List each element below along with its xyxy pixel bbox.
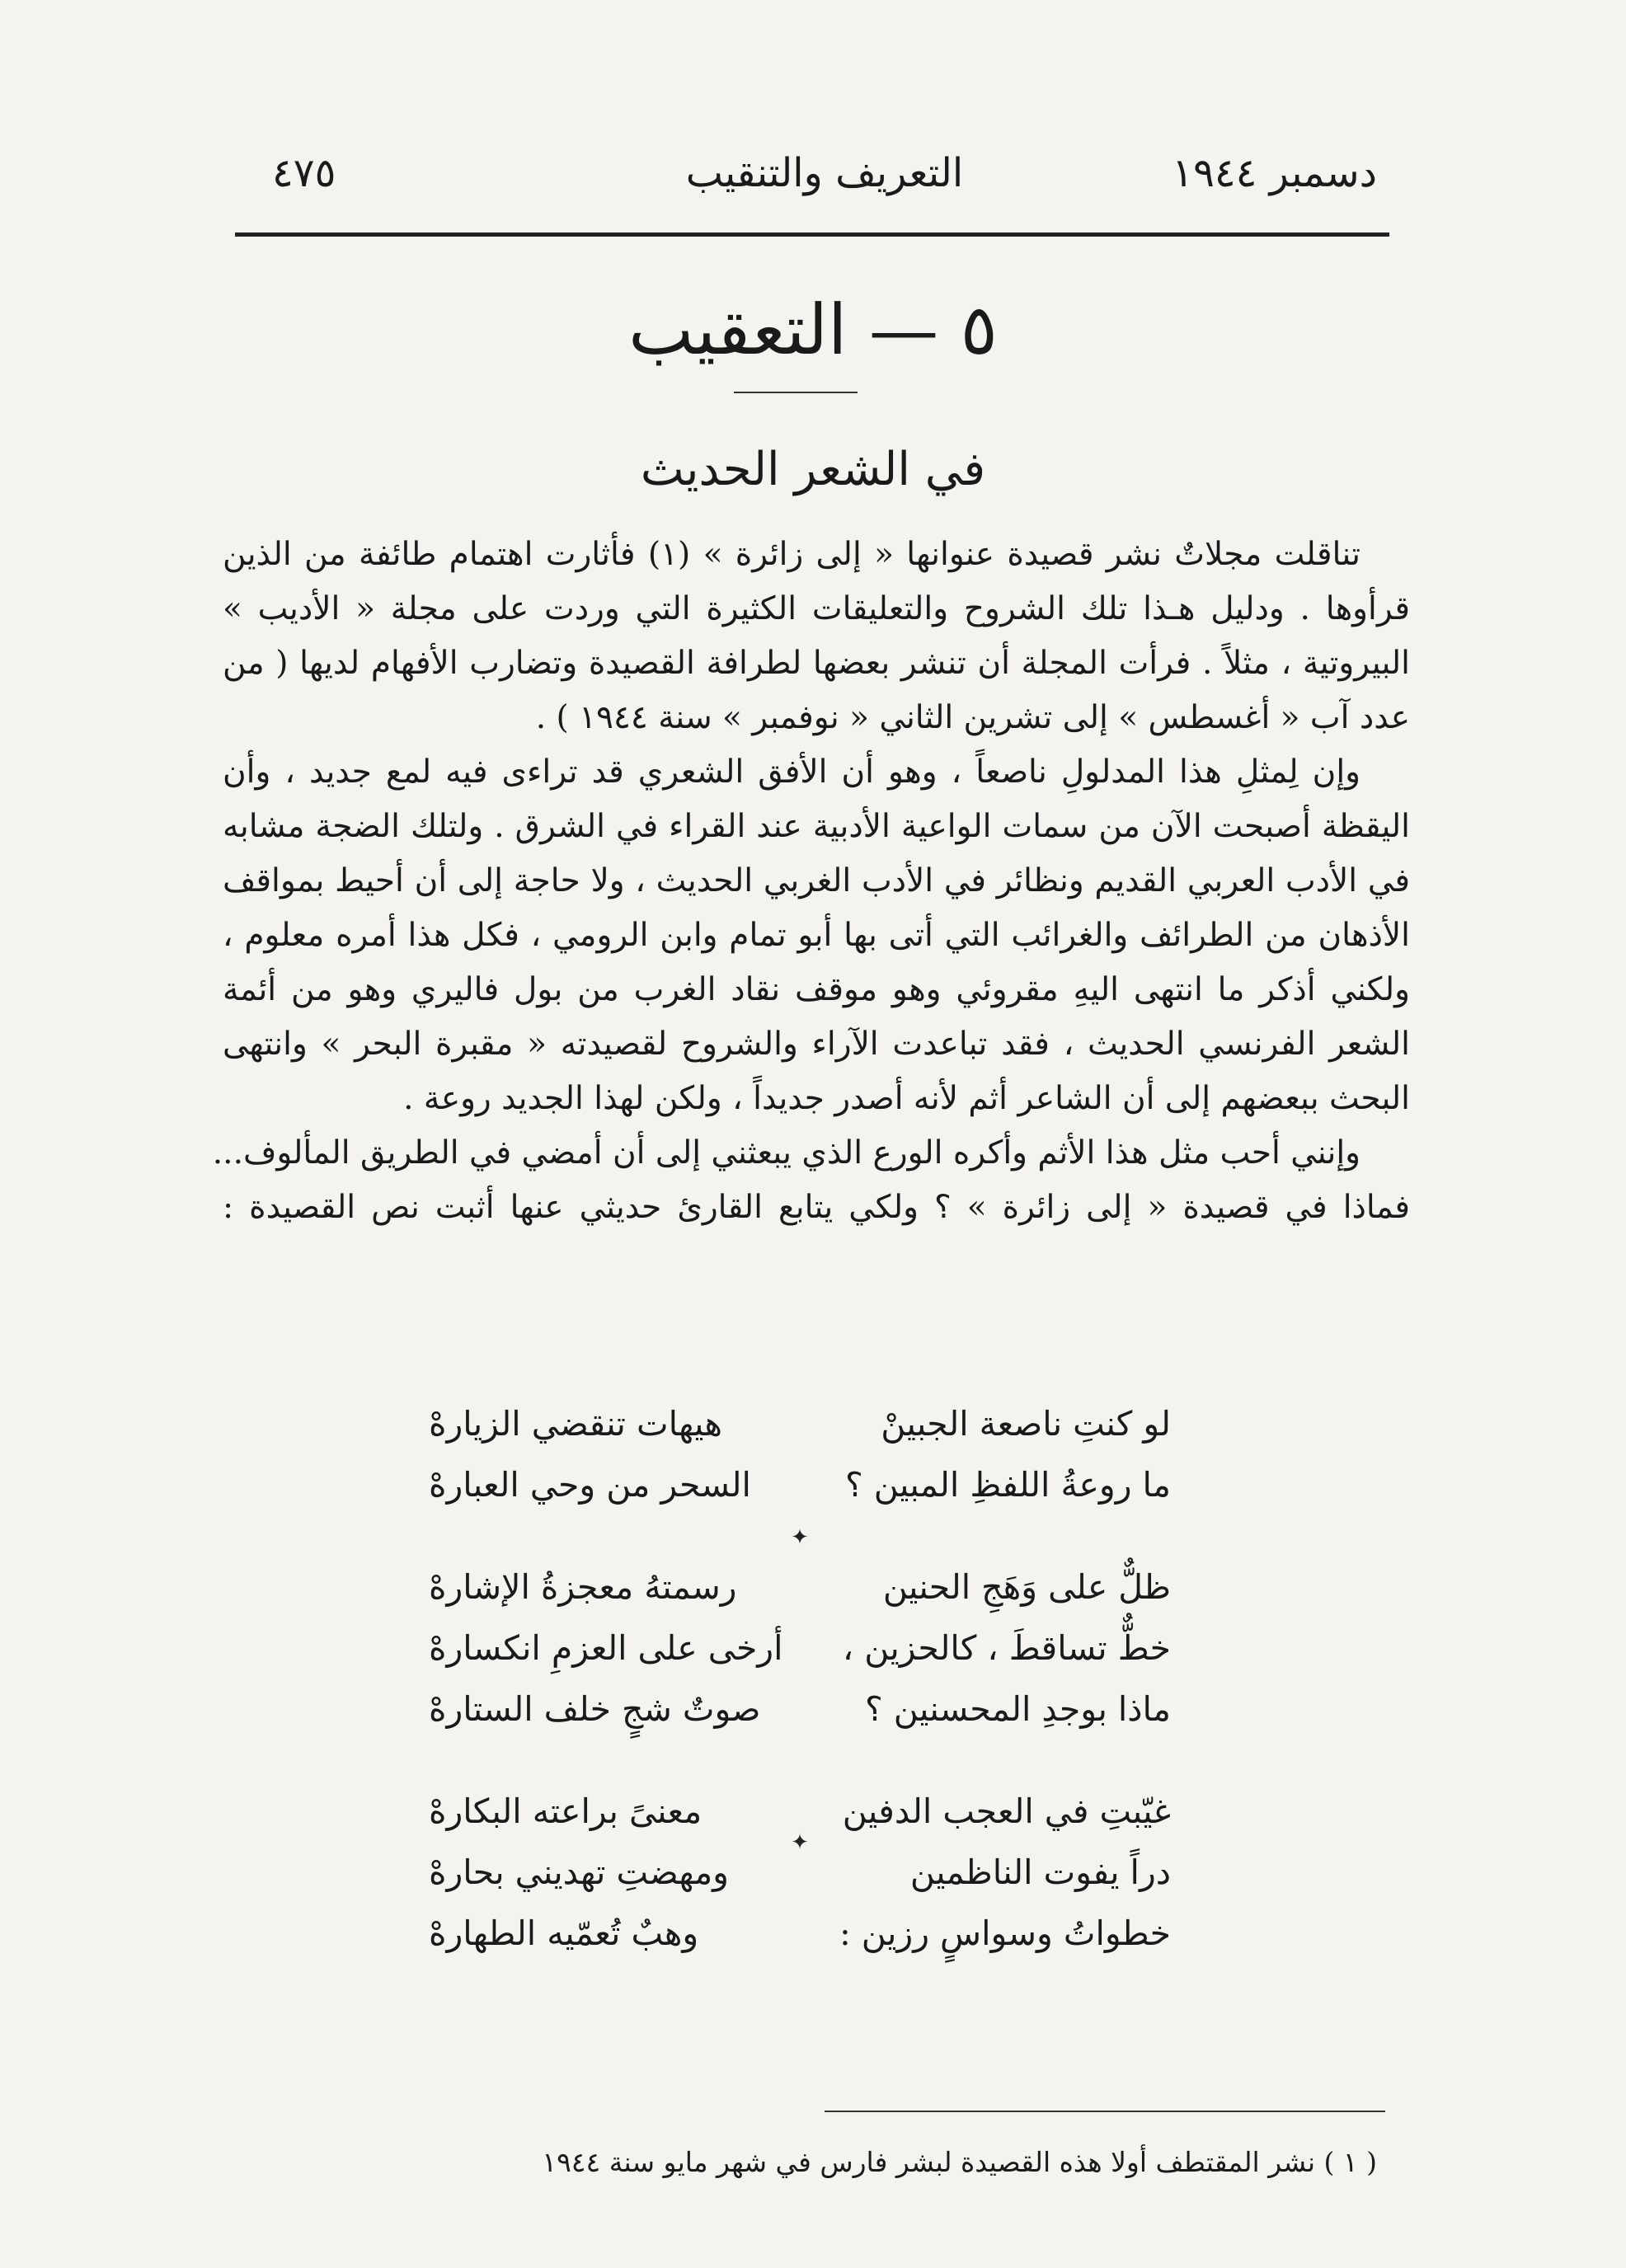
poem-stanza	[429, 1781, 1171, 1964]
article-title: ٥ — التعقيب	[628, 289, 998, 370]
poem-verse	[429, 1618, 1171, 1679]
verse-second-hemistich: ومهضتِ تهديني بحارهْ	[429, 1852, 729, 1892]
verse-first-hemistich: ماذا بوجدِ المحسنين ؟	[864, 1689, 1171, 1729]
verse-second-hemistich: هيهات تنقضي الزيارهْ	[429, 1404, 722, 1444]
body-line: ولكني أذكر ما انتهى اليهِ مقروئي وهو موقف نقاد الغرب من بول فاليري وهو من أئمة	[223, 971, 1410, 1008]
verse-first-hemistich: خطٌّ تساقطَ ، كالحزين ،	[842, 1628, 1171, 1668]
body-line: الشعر الفرنسي الحديث ، فقد تباعدت الآراء والشروح لقصيدته « مقبرة البحر » وانتهى	[223, 1026, 1410, 1063]
title-divider	[734, 392, 858, 393]
body-line: تناقلت مجلاتٌ نشر قصيدة عنوانها « إلى زائرة » (١) فأثارت اهتمام طائفة من الذين	[223, 536, 1360, 573]
issue-date: دسمبر ١٩٤٤	[1172, 150, 1377, 196]
footnote: ( ١ ) نشر المقتطف أولا هذه القصيدة لبشر فارس في شهر مايو سنة ١٩٤٤	[542, 2146, 1377, 2178]
body-line: الأذهان من الطرائف والغرائب التي أتى بها أبو تمام وابن الرومي ، فكل هذا أمره معلوم ،	[223, 917, 1410, 954]
article-subtitle: في الشعر الحديث	[640, 443, 986, 496]
header-divider	[235, 232, 1389, 237]
stanza-separator-icon: ✦	[791, 1830, 809, 1855]
verse-first-hemistich: غيّبتِ في العجب الدفين	[842, 1791, 1171, 1831]
body-line: في الأدب العربي القديم ونظائر في الأدب الغربي الحديث ، ولا حاجة إلى أن أحيط بمواقف	[223, 862, 1410, 899]
body-line: فماذا في قصيدة « إلى زائرة » ؟ ولكي يتابع القارئ حديثي عنها أثبت نص القصيدة :	[223, 1189, 1410, 1226]
body-line: البيروتية ، مثلاً . فرأت المجلة أن تنشر بعضها لطرافة القصيدة وتضارب الأفهام لديها ( من	[223, 645, 1410, 682]
body-line: عدد آب « أغسطس » إلى تشرين الثاني « نوفمبر » سنة ١٩٤٤ ) .	[535, 699, 1410, 736]
verse-second-hemistich: صوتٌ شجٍ خلف الستارهْ	[429, 1689, 761, 1729]
poem-verse	[429, 1454, 1171, 1515]
poem-stanza	[429, 1557, 1171, 1740]
verse-first-hemistich: ما روعةُ اللفظِ المبين ؟	[844, 1465, 1171, 1505]
verse-second-hemistich: رسمتهُ معجزةُ الإشارهْ	[429, 1567, 737, 1607]
stanza-separator-icon: ✦	[791, 1525, 809, 1550]
article-body	[212, 528, 1410, 1235]
poem-verse	[429, 1393, 1171, 1454]
poem-verse	[429, 1903, 1171, 1964]
poem-verse	[429, 1557, 1171, 1618]
verse-first-hemistich: دراً يفوت الناظمين	[909, 1852, 1171, 1892]
poem	[429, 1393, 1171, 2005]
body-line: اليقظة أصبحت الآن من سمات الواعية الأدبية عند القراء في الشرق . ولتلك الضجة مشابه	[223, 808, 1410, 845]
footnote-divider	[825, 2111, 1385, 2112]
verse-second-hemistich: وهبٌ تُعمّيه الطهارهْ	[429, 1913, 699, 1953]
poem-stanza	[429, 1393, 1171, 1515]
verse-first-hemistich: لو كنتِ ناصعة الجبينْ	[881, 1404, 1171, 1444]
verse-second-hemistich: معنىً براعته البكارهْ	[429, 1791, 703, 1831]
section-header-title: التعريف والتنقيب	[685, 150, 964, 196]
verse-second-hemistich: أرخى على العزمِ انكسارهْ	[429, 1628, 783, 1668]
verse-second-hemistich: السحر من وحي العبارهْ	[429, 1465, 751, 1505]
poem-verse	[429, 1679, 1171, 1740]
verse-first-hemistich: خطواتُ وسواسٍ رزين :	[839, 1913, 1171, 1953]
body-line: وإنني أحب مثل هذا الأثم وأكره الورع الذي يبعثني إلى أن أمضي في الطريق المألوف...	[212, 1134, 1360, 1172]
body-line: وإن لِمثلِ هذا المدلولِ ناصعاً ، وهو أن الأفق الشعري قد تراءى فيه لمع جديد ، وأن	[223, 754, 1360, 791]
body-line: قرأوها . ودليل هـذا تلك الشروح والتعليقات الكثيرة التي وردت على مجلة « الأديب »	[223, 590, 1410, 627]
page-number: ٤٧٥	[272, 150, 336, 196]
verse-first-hemistich: ظلٌّ على وَهَجِ الحنين	[882, 1567, 1171, 1607]
running-header	[272, 140, 1377, 206]
body-line: البحث ببعضهم إلى أن الشاعر أثم لأنه أصدر جديداً ، ولكن لهذا الجديد روعة .	[403, 1080, 1410, 1117]
